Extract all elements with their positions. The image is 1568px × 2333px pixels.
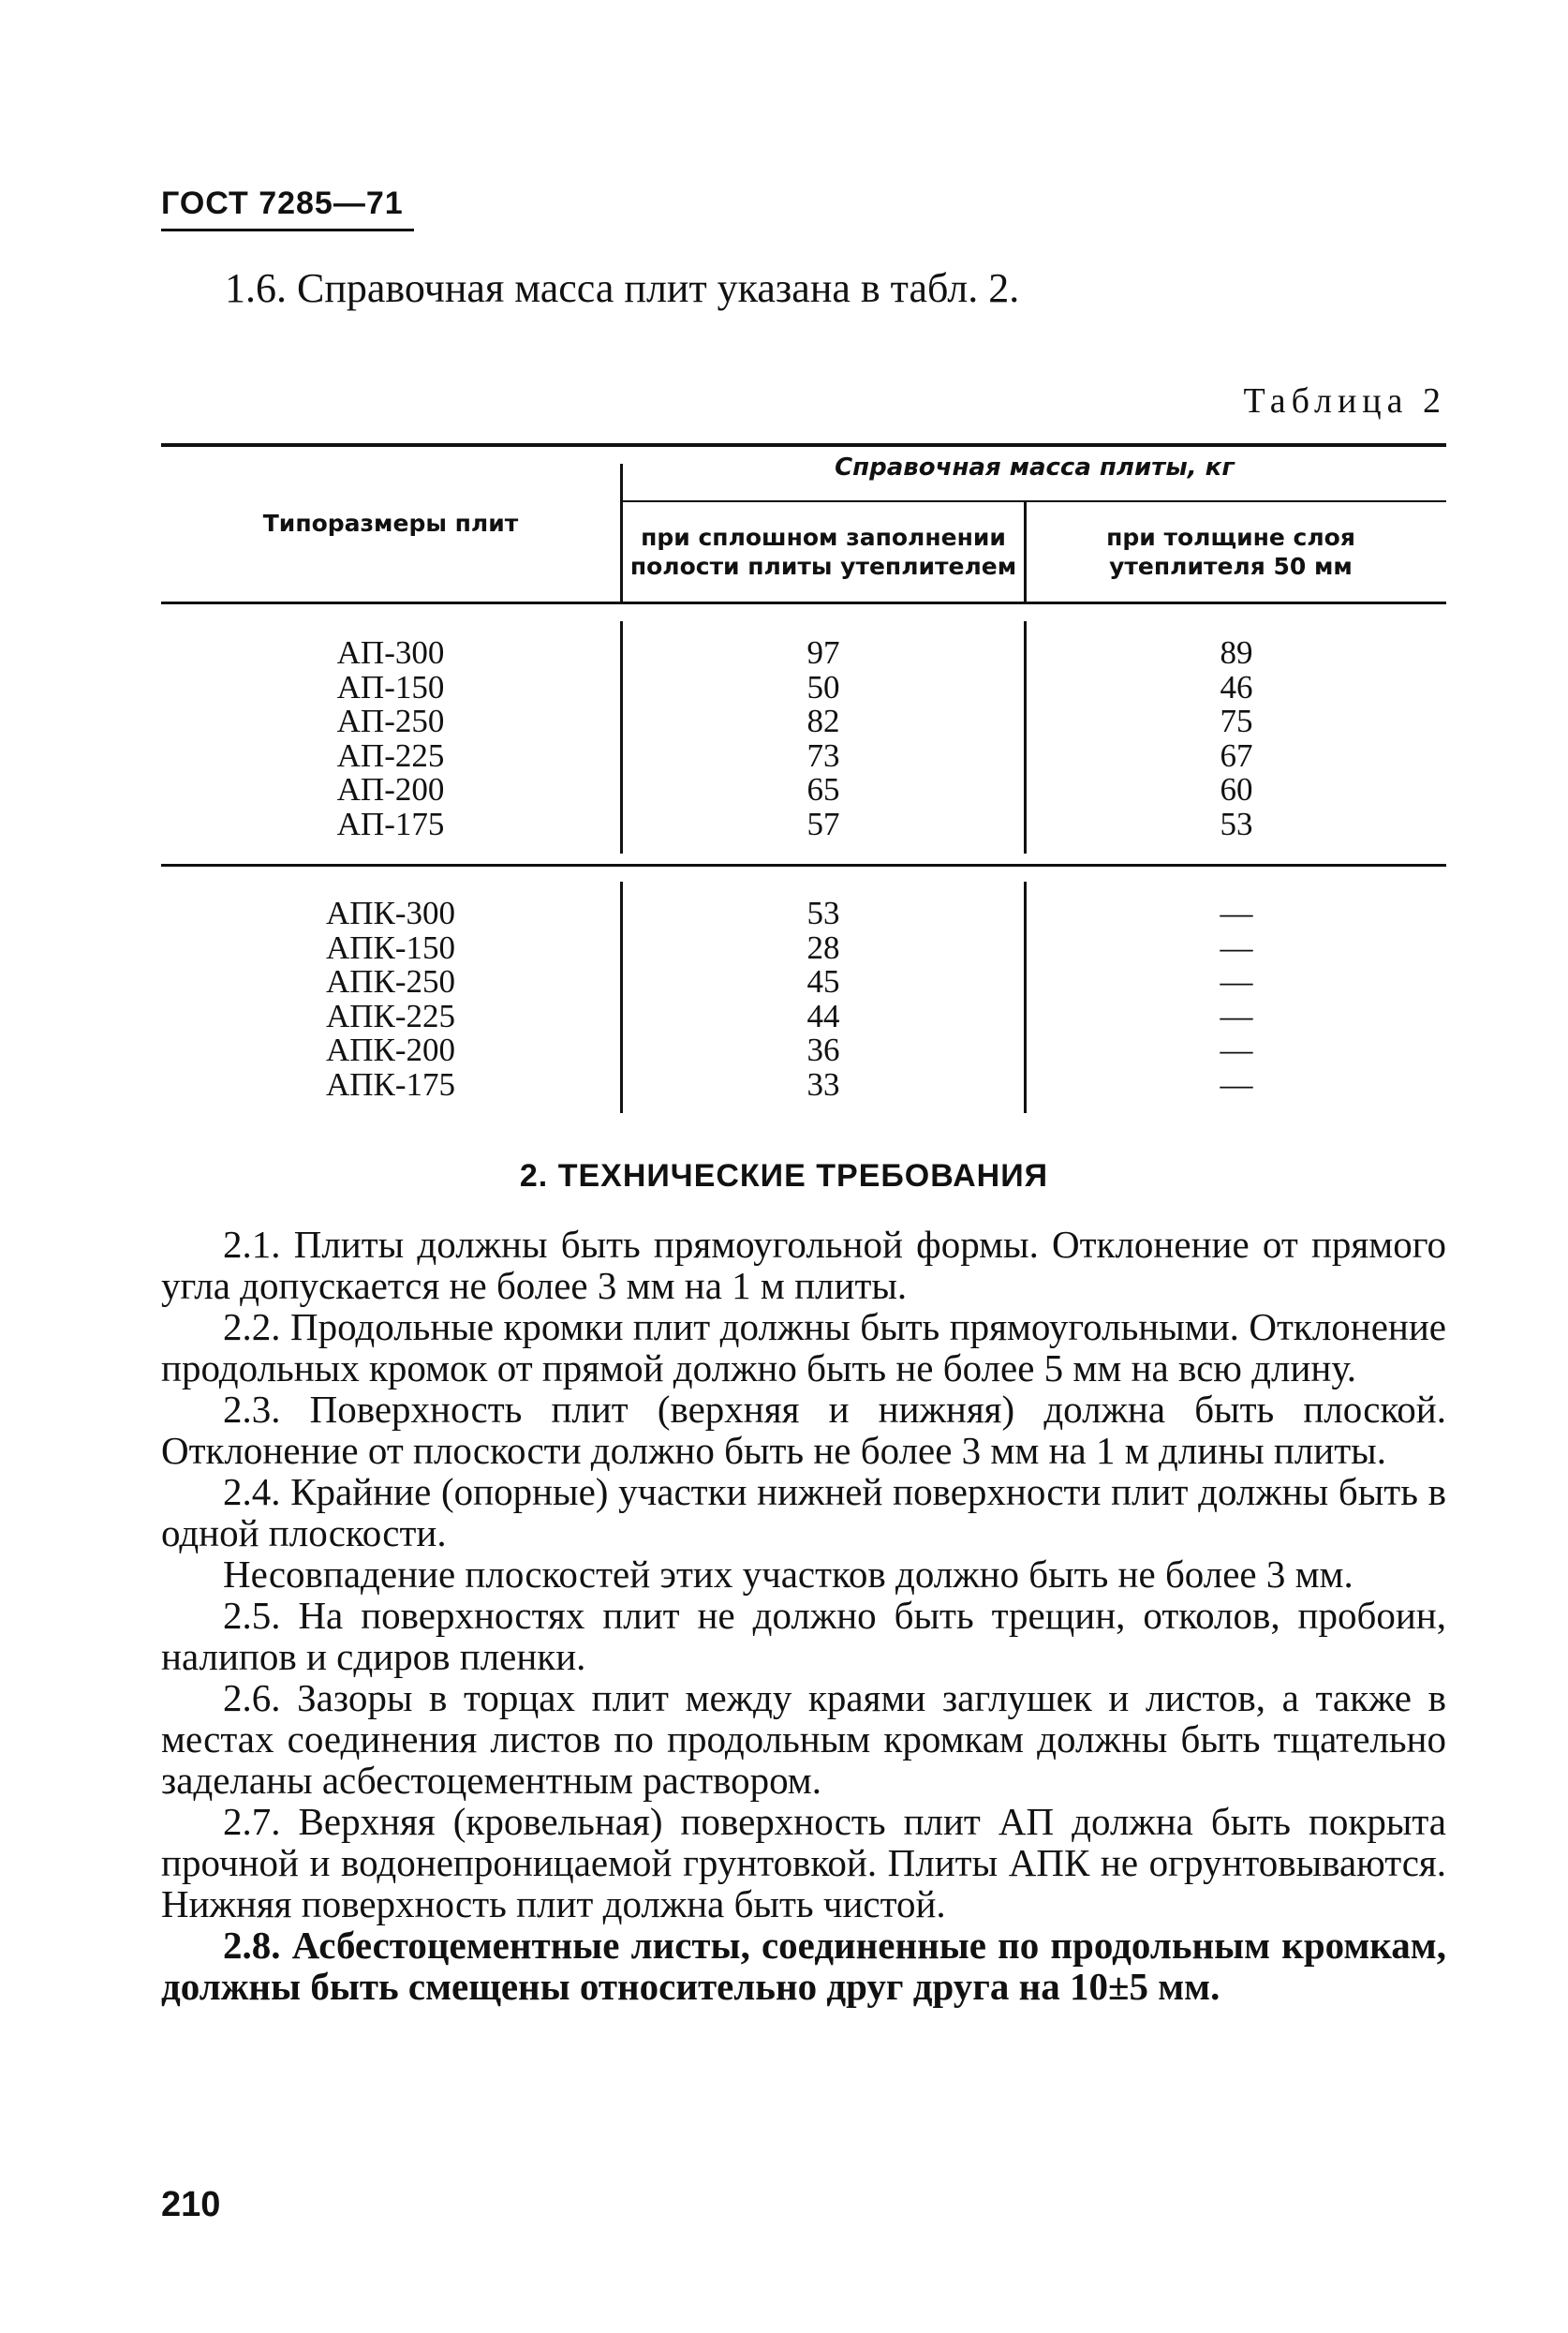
group2-full-values	[623, 897, 1024, 1102]
col-header-full-fill: при сплошном заполнении полости плиты утеплителем	[629, 524, 1017, 580]
table-cell-full: 97	[806, 634, 840, 671]
col-header-type: Типоразмеры плит	[262, 510, 519, 537]
table-cell-type: АП-250	[336, 703, 445, 739]
group-header-mass: Справочная масса плиты, кг	[835, 453, 1235, 482]
table-cell-layer50: 89	[1220, 634, 1253, 671]
col-header-layer-50: при толщине слоя утеплителя 50 мм	[1106, 524, 1355, 580]
table-cell-type: АП-175	[336, 805, 445, 842]
group1-layer-values	[1027, 636, 1446, 841]
table-cell-type: АП-225	[336, 736, 445, 774]
table-cell-layer50: —	[1220, 1065, 1253, 1103]
group1-full-values	[623, 636, 1024, 841]
intro-text: 1.6. Справочная масса плит указана в табл. 2.	[225, 265, 1020, 311]
table-cell-layer50: —	[1220, 929, 1253, 966]
col-divider-2-header	[1024, 501, 1027, 602]
table-caption: Таблица 2	[1243, 381, 1446, 421]
table-cell-layer50: —	[1220, 1032, 1253, 1068]
group-separator-rule	[161, 864, 1446, 867]
group1-types	[161, 636, 620, 841]
paragraph-2-5: 2.5. На поверхностях плит не должно быть трещин, отколов, пробоин, налипов и сдиров пленки.	[161, 1594, 1446, 1678]
table-cell-type: АПК-150	[325, 929, 456, 966]
document-id: ГОСТ 7285—71	[161, 186, 404, 221]
table-cell-full: 73	[806, 736, 840, 774]
table-cell-type: АПК-250	[325, 963, 456, 1000]
table-cell-full: 45	[806, 963, 840, 1000]
table-cell-full: 44	[806, 997, 840, 1034]
paragraph-2-8: 2.8. Асбестоцементные листы, соединенные по продольным кромкам, должны быть смещены относительно друг друга на 10±5 мм.	[161, 1924, 1446, 2008]
group2-layer-values	[1027, 897, 1446, 1102]
header-bottom-rule	[161, 602, 1446, 604]
paragraph-2-6: 2.6. Зазоры в торцах плит между краями заглушек и листов, а также в местах соединения листов по продольным кромкам должны быть тщательно заделаны асбестоцементным раствором.	[161, 1676, 1446, 1802]
paragraph-2-4-cont: Несовпадение плоскостей этих участков должно быть не более 3 мм.	[223, 1553, 1354, 1596]
table-cell-layer50: 67	[1220, 736, 1253, 774]
table-cell-full: 36	[806, 1032, 840, 1068]
group2-types	[161, 897, 620, 1102]
table-cell-type: АПК-300	[325, 895, 456, 931]
table-cell-type: АП-200	[336, 771, 445, 808]
table-cell-type: АП-150	[336, 668, 445, 706]
col-divider-1-header	[620, 464, 623, 602]
table-cell-full: 33	[806, 1065, 840, 1103]
table-cell-layer50: —	[1220, 997, 1253, 1034]
group-header-rule	[622, 500, 1446, 502]
table-cell-full: 50	[806, 668, 840, 706]
table-cell-full: 57	[806, 805, 840, 842]
table-cell-type: АПК-175	[325, 1065, 456, 1103]
table-cell-type: АПК-200	[325, 1032, 456, 1068]
table-cell-type: АПК-225	[325, 997, 456, 1034]
header-rule	[161, 229, 414, 231]
paragraph-2-4: 2.4. Крайние (опорные) участки нижней поверхности плит должны быть в одной плоскости.	[161, 1470, 1446, 1554]
paragraph-2-2: 2.2. Продольные кромки плит должны быть прямоугольными. Отклонение продольных кромок от прямой должно быть не более 5 мм на всю длину.	[161, 1305, 1446, 1389]
table-cell-layer50: 46	[1220, 668, 1253, 706]
paragraph-2-7: 2.7. Верхняя (кровельная) поверхность плит АП должна быть покрыта прочной и водонепроницаемой грунтовкой. Плиты АПК не огрунтовываются. Нижняя поверхность плит должна быть чистой.	[161, 1800, 1446, 1925]
paragraph-2-3: 2.3. Поверхность плит (верхняя и нижняя) должна быть плоской. Отклонение от плоскости должно быть не более 3 мм на 1 м длины плиты.	[161, 1388, 1446, 1472]
table-cell-layer50: 75	[1220, 703, 1253, 739]
table-cell-layer50: —	[1220, 895, 1253, 931]
table-cell-type: АП-300	[336, 634, 445, 671]
table-cell-layer50: 60	[1220, 771, 1253, 808]
table-cell-full: 28	[806, 929, 840, 966]
table-cell-full: 82	[806, 703, 840, 739]
table-top-rule	[161, 443, 1446, 447]
page-number: 210	[161, 2185, 221, 2224]
table-cell-layer50: 53	[1220, 805, 1253, 842]
paragraph-2-1: 2.1. Плиты должны быть прямоугольной формы. Отклонение от прямого угла допускается не более 3 мм на 1 м плиты.	[161, 1223, 1446, 1307]
table-cell-full: 53	[806, 895, 840, 931]
requirements-text	[161, 1224, 1446, 2007]
table-cell-full: 65	[806, 771, 840, 808]
section-title: 2. ТЕХНИЧЕСКИЕ ТРЕБОВАНИЯ	[519, 1158, 1049, 1194]
table-cell-layer50: —	[1220, 963, 1253, 1000]
